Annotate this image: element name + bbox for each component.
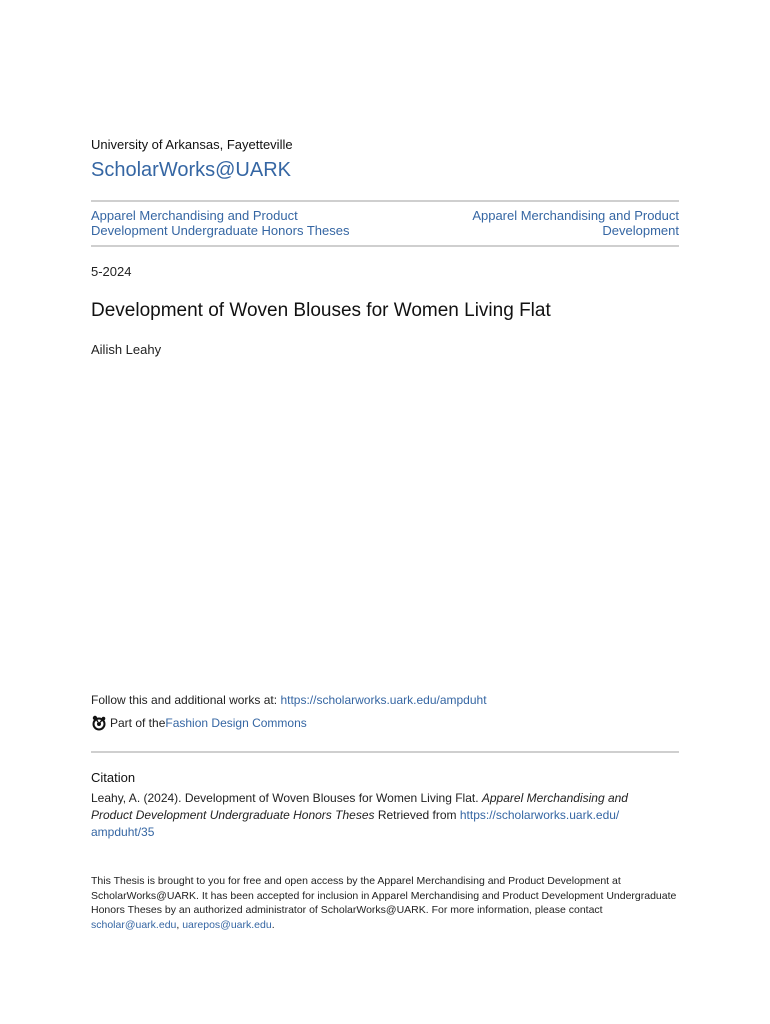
series-link[interactable] <box>91 208 391 238</box>
department-link[interactable] <box>419 208 679 238</box>
series-line-1: Apparel Merchandising and Product <box>91 208 298 223</box>
network-commons-icon <box>91 715 107 731</box>
part-of-prefix: Part of the <box>110 716 166 730</box>
citation-retrieved: Retrieved from <box>374 808 460 822</box>
citation-plain: Leahy, A. (2024). Development of Woven Blouses for Women Living Flat. <box>91 791 482 805</box>
institution-name: University of Arkansas, Fayetteville <box>91 137 293 152</box>
citation-series-italic: Apparel Merchandising and Product Development Undergraduate Honors Theses <box>91 791 628 822</box>
divider-series <box>91 245 679 247</box>
document-title: Development of Woven Blouses for Women Living Flat <box>91 300 551 321</box>
repository-link[interactable]: ScholarWorks@UARK <box>91 159 291 181</box>
notice-separator: , <box>176 918 183 931</box>
department-line-1: Apparel Merchandising and Product <box>472 208 679 223</box>
department-line-2: Development <box>602 223 679 238</box>
access-notice <box>91 874 679 932</box>
fashion-design-commons-link[interactable]: Fashion Design Commons <box>165 716 307 730</box>
email-scholar-link[interactable]: scholar@uark.edu <box>91 918 177 931</box>
citation-heading: Citation <box>91 770 136 785</box>
citation-text <box>91 790 671 841</box>
author-name: Ailish Leahy <box>91 342 162 357</box>
publication-date: 5-2024 <box>91 264 132 279</box>
divider-citation <box>91 751 679 753</box>
notice-text: This Thesis is brought to you for free and open access by the Apparel Merchandising and Product Development at ScholarWorks@UARK. It has been accepted for inclusion in Apparel Merchandising and Product Development Undergraduate Honors Theses by an authorized administrator of ScholarWorks@UARK. For more information, please contact <box>91 875 677 916</box>
follow-url-link[interactable]: https://scholarworks.uark.edu/ampduht <box>280 693 487 707</box>
follow-prefix: Follow this and additional works at: <box>91 693 281 707</box>
divider-top <box>91 200 679 202</box>
part-of-line <box>91 715 307 731</box>
email-uarepos-link[interactable]: uarepos@uark.edu <box>182 918 272 931</box>
citation-url-part1: https://scholarworks.uark.edu/ <box>459 808 620 822</box>
series-line-2: Development Undergraduate Honors Theses <box>91 223 350 238</box>
follow-line <box>91 693 487 707</box>
notice-end: . <box>271 918 275 931</box>
citation-url-part2: ampduht/35 <box>91 825 155 839</box>
